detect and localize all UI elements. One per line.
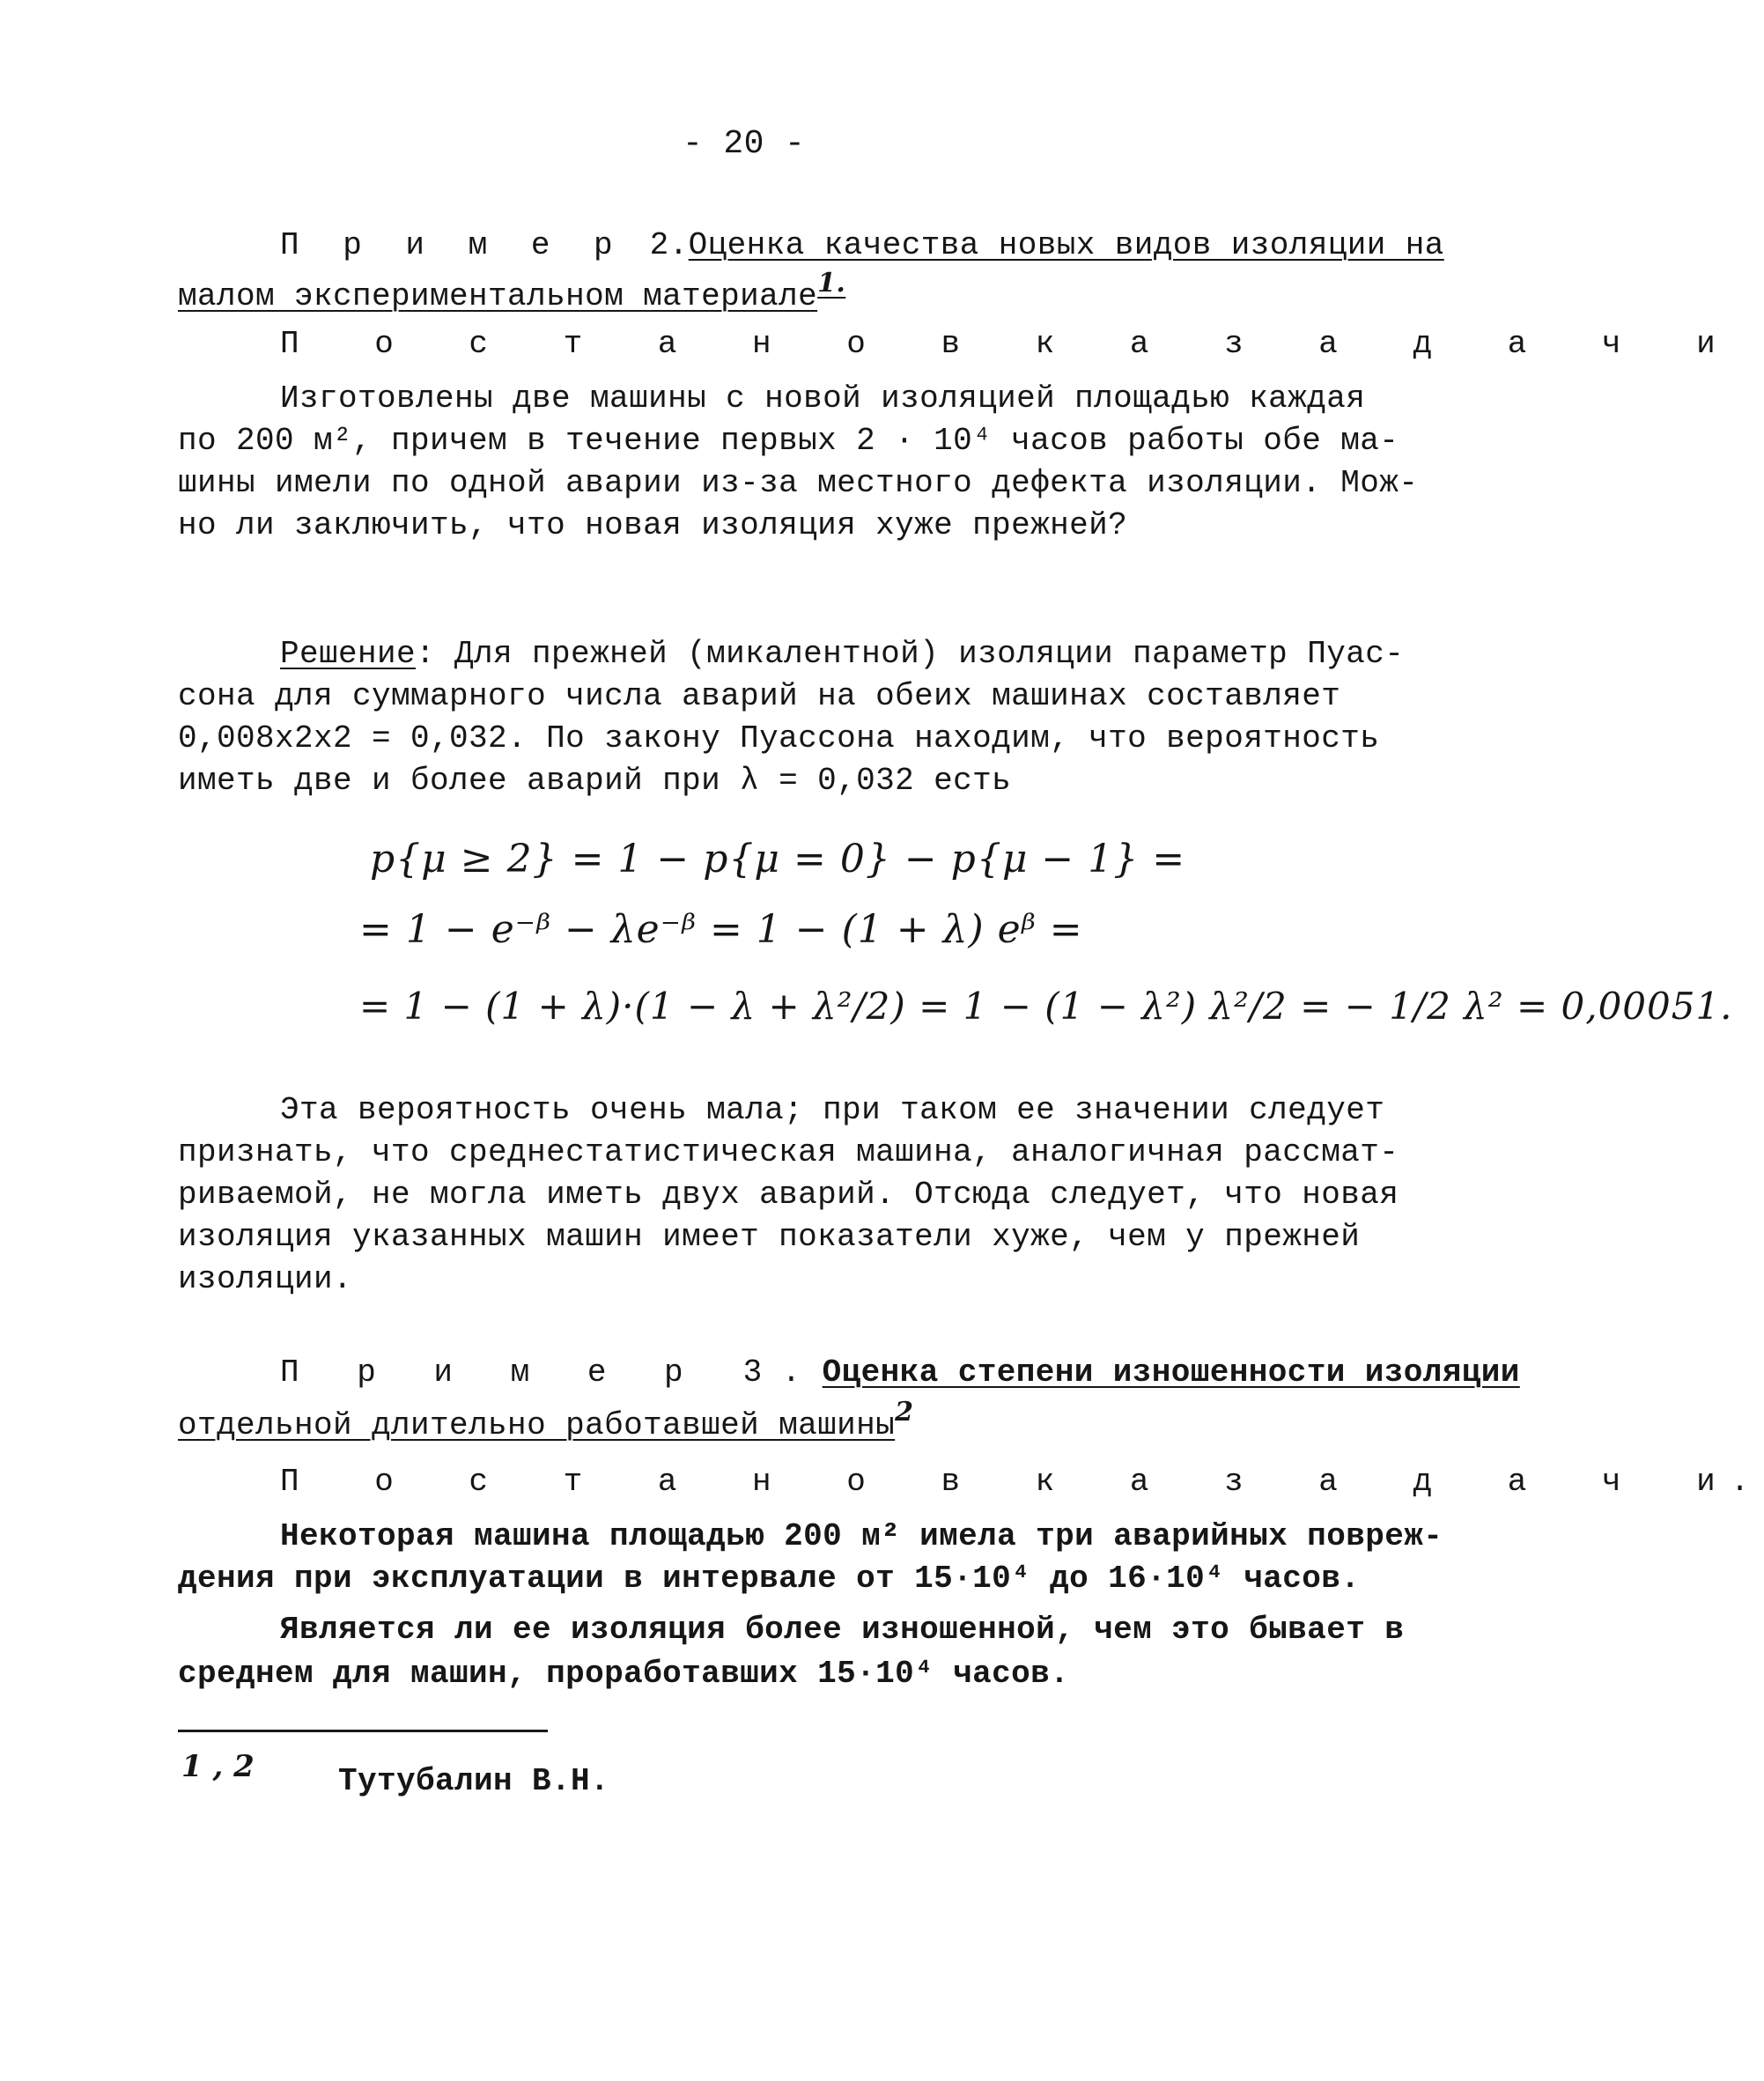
formula-line: = 1 − (1 + λ)·(1 − λ + λ²/2) = 1 − (1 − λ²) λ²/2 = − 1/2 λ² = 0,00051. xyxy=(359,985,1733,1028)
example3-label: П р и м е р xyxy=(280,1354,703,1391)
example2-solution-line1 xyxy=(280,636,1404,672)
example3-heading-line2 xyxy=(178,1397,913,1443)
example2-heading-line1 xyxy=(280,227,1444,263)
example2-footnote-mark: 1. xyxy=(817,268,846,299)
example2-conclusion-line: признать, что среднестатистическая машина, аналогичная рассмат- xyxy=(178,1134,1399,1170)
formula-line: p{μ ≥ 2} = 1 − p{μ = 0} − p{μ − 1} = xyxy=(370,837,1186,882)
example3-statement-line: среднем для машин, проработавших 15·10⁴ часов. xyxy=(178,1656,1070,1692)
example2-statement-line: Изготовлены две машины с новой изоляцией площадью каждая xyxy=(280,380,1366,417)
example2-heading-line2 xyxy=(178,268,845,314)
solution-text: : Для прежней (микалентной) изоляции параметр Пуас- xyxy=(416,636,1405,672)
footnote-author: Тутубалин В.Н. xyxy=(338,1763,610,1799)
example2-setup-heading: П о с т а н о в к а з а д а ч и xyxy=(280,326,1731,362)
example3-setup-heading: П о с т а н о в к а з а д а ч и. xyxy=(280,1464,1764,1500)
example2-conclusion-line: изоляции. xyxy=(178,1261,353,1297)
example3-title-part2: отдельной длительно работавшей машины xyxy=(178,1407,896,1443)
formula-line: = 1 − e⁻ᵝ − λe⁻ᵝ = 1 − (1 + λ) eᵝ = xyxy=(359,907,1083,952)
example3-footnote-mark: 2 xyxy=(895,1397,914,1428)
example3-number: 3 . xyxy=(742,1354,801,1391)
example2-number: 2. xyxy=(649,227,689,263)
footnote-separator xyxy=(178,1730,548,1732)
page-number: - 20 - xyxy=(683,125,806,163)
example3-statement-line: Некоторая машина площадью 200 м² имела три аварийных повреж- xyxy=(280,1518,1443,1554)
example2-label: П р и м е р xyxy=(280,227,625,263)
example2-statement-line: по 200 м², причем в течение первых 2 · 10⁴ часов работы обе ма- xyxy=(178,423,1399,459)
example2-conclusion-line: риваемой, не могла иметь двух аварий. Отсюда следует, что новая xyxy=(178,1177,1399,1213)
example2-statement-line: шины имели по одной аварии из-за местного дефекта изоляции. Мож- xyxy=(178,465,1419,501)
example3-title-part1: Оценка степени изношенности изоляции xyxy=(822,1354,1520,1391)
example2-statement-line: но ли заключить, что новая изоляция хуже прежней? xyxy=(178,507,1128,543)
example2-solution-line: иметь две и более аварий при λ = 0,032 есть xyxy=(178,763,1012,799)
example2-solution-line: 0,008x2x2 = 0,032. По закону Пуассона находим, что вероятность xyxy=(178,720,1380,756)
example3-statement-line: дения при эксплуатации в интервале от 15·10⁴ до 16·10⁴ часов. xyxy=(178,1561,1361,1597)
example2-conclusion-line: Эта вероятность очень мала; при таком ее значении следует xyxy=(280,1092,1385,1128)
example2-title-part2: малом экспериментальном материале xyxy=(178,278,818,314)
footnote-marks: 1 , 2 xyxy=(181,1749,255,1784)
example3-statement-line: Является ли ее изоляция более изношенной, чем это бывает в xyxy=(280,1612,1405,1648)
example2-solution-line: сона для суммарного числа аварий на обеих машинах составляет xyxy=(178,678,1341,714)
example2-conclusion-line: изоляция указанных машин имеет показатели хуже, чем у прежней xyxy=(178,1219,1361,1255)
example3-heading-line1 xyxy=(280,1354,1520,1391)
solution-label: Решение xyxy=(280,636,417,672)
example2-title-part1: Оценка качества новых видов изоляции на xyxy=(688,227,1444,263)
